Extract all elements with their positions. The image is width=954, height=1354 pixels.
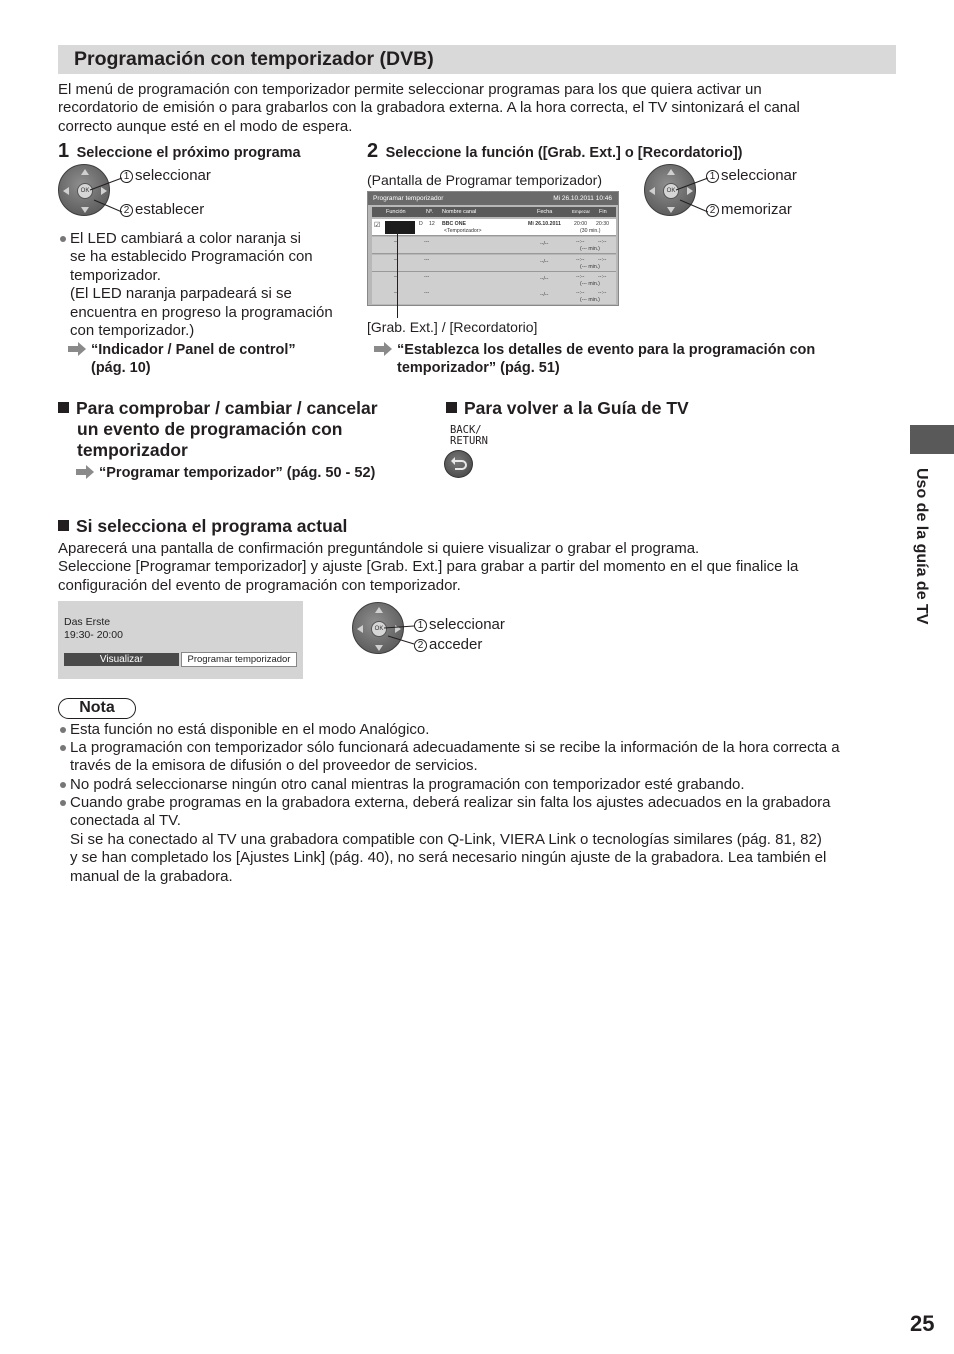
reference-text: “Establezca los detalles de evento para la programación con [397,342,816,358]
reference-text: “Programar temporizador” (pág. 50 - 52) [99,465,376,481]
heading-text: Si selecciona el programa actual [76,516,348,536]
current-label-select [414,616,505,634]
nota-bullet-1: Esta función no está disponible en el modo Analógico. [70,721,430,738]
col-no: Nº. [426,209,434,215]
row-duration: (--- min.) [580,264,600,270]
note-line: conectada al TV. [70,812,181,830]
nota-bullet-4 [70,794,900,886]
step1-number: 1 [58,140,70,162]
nota-bullet-2 [70,739,900,776]
screen-header [368,192,618,205]
step2-heading [367,141,743,162]
screen-caption: (Pantalla de Programar temporizador) [367,172,602,188]
square-bullet-icon [446,402,457,413]
row-date: --/-- [540,259,549,265]
intro-line: recordatorio de emisión o para grabarlos con la grabadora externa. A la hora correcta, el TV sintonizará el canal [58,99,800,117]
step2-title: Seleccione la función ([Grab. Ext.] o [Recordatorio]) [385,145,743,161]
row-duration: (--- min.) [580,246,600,252]
back-return-label [450,425,488,447]
row-duration: (30 min.) [580,228,601,234]
check-section-reference [76,464,376,482]
view-button[interactable]: Visualizar [64,653,179,666]
row-channel: BBC ONE [442,221,466,227]
row-number: 12 [429,221,435,227]
page-number: 25 [910,1311,935,1336]
pointer-line [397,230,398,318]
side-tab [910,425,954,454]
circle-number: 2 [414,639,427,652]
intro-paragraph [58,81,898,136]
col-channel: Nombre canal [442,209,477,215]
bullet-line: se ha establecido Programación con [70,248,313,266]
step1-heading [58,141,301,162]
label-text: establecer [135,201,205,218]
heading-text: Para volver a la Guía de TV [464,398,689,418]
col-end: Fin [599,209,607,215]
callout-lines-3 [382,618,416,650]
row-date: --/-- [540,292,549,298]
row-duration: (--- min.) [580,281,600,287]
step1-label-set [120,201,204,219]
confirmation-screen [58,601,303,679]
checkbox-icon: ☑ [374,222,381,229]
reference-page: temporizador” (pág. 51) [397,360,560,376]
row-number: --- [424,257,430,263]
col-start: Empezar [572,209,591,214]
note-line: y se han completado los [Ajustes Link] (pág. 40), no será necesario ningún ajuste de la grabadora. Lea también el [70,849,827,867]
label-text: acceder [429,636,483,653]
ok-button-icon: OK [77,183,93,199]
circle-number: 2 [120,204,133,217]
row-start: --:-- [576,290,585,296]
dialog-time: 19:30- 20:00 [64,629,123,641]
label-text: seleccionar [721,167,797,184]
note-line: Si se ha conectado al TV una grabadora compatible con Q-Link, VIERA Link o tecnologías similares (pág. 81, 82) [70,830,822,848]
row-end: --:-- [598,257,607,263]
row-start: 20:00 [574,221,587,227]
timer-button[interactable]: Programar temporizador [181,652,297,667]
bullet-line: temporizador. [70,266,161,284]
pointer-caption: [Grab. Ext.] / [Recordatorio] [367,319,538,335]
callout-lines-1 [88,176,124,216]
col-funcion: Función [386,209,406,215]
text-line: Seleccione [Programar temporizador] y ajuste [Grab. Ext.] para grabar a partir del momento en el que finalice la [58,558,799,576]
step1-title: Seleccione el próximo programa [76,145,301,161]
bullet-line: (El LED naranja parpadeará si se [70,285,292,303]
back-return-button[interactable] [444,450,473,478]
step2-number: 2 [367,140,379,162]
bullet-line: encuentra en progreso la programación [70,303,333,321]
bullet-icon [60,745,66,751]
row-mark: – [394,274,397,280]
bullet-icon [60,727,66,733]
circle-number: 1 [414,619,427,632]
note-line: través de la emisora de difusión o del proveedor de servicios. [70,757,478,775]
row-date: Mi 26.10.2011 [528,221,561,227]
bullet-icon [60,236,66,242]
row-number: --- [424,239,430,245]
note-line: La programación con temporizador sólo funcionará adecuadamente si se recibe la información de la hora correcta a [70,739,840,756]
row-number: --- [424,290,430,296]
row-end: --:-- [598,290,607,296]
row-end: --:-- [598,239,607,245]
label-line: BACK/ [450,424,482,436]
label-text: memorizar [721,201,792,218]
row-mark: – [394,257,397,263]
current-label-access [414,636,482,654]
note-line: Cuando grabe programas en la grabadora externa, deberá realizar sin falta los ajustes adecuados en la grabadora [70,794,831,811]
row-date: --/-- [540,241,549,247]
arrow-up-icon [667,169,675,175]
bullet-icon [60,782,66,788]
step2-reference [374,341,816,376]
circle-number: 1 [706,170,719,183]
timer-row[interactable] [372,288,616,304]
label-text: seleccionar [135,167,211,184]
column-header [372,207,616,217]
check-section-heading [58,398,418,461]
col-date: Fecha [537,209,553,215]
reference-page: (pág. 10) [91,360,151,376]
label-line: RETURN [450,435,488,447]
row-type: D [419,221,423,227]
reference-arrow-icon [76,465,95,479]
timer-row[interactable] [372,219,616,236]
arrow-up-icon [375,607,383,613]
nota-bullet-3: No podrá seleccionarse ningún otro canal mientras la programación con temporizador esté grabando. [70,776,745,793]
side-tab-text: Uso de la guía de TV [913,468,930,625]
square-bullet-icon [58,520,69,531]
row-date: --/-- [540,276,549,282]
side-tab-label [912,468,940,648]
arrow-left-icon [63,187,69,195]
text-line: Aparecerá una pantalla de confirmación preguntándole si quiere visualizar o grabar el programa. [58,540,700,557]
circle-number: 2 [706,204,719,217]
reference-text: “Indicador / Panel de control” [91,342,296,358]
timer-row[interactable] [372,255,616,272]
step1-reference [68,341,296,376]
function-selector[interactable] [385,221,415,234]
note-line: manual de la grabadora. [70,867,233,885]
arrow-left-icon [649,187,655,195]
reference-arrow-icon [68,342,87,356]
bullet-line: con temporizador.) [70,322,195,340]
row-number: --- [424,274,430,280]
dialog-channel: Das Erste [64,616,111,628]
heading-line: temporizador [77,440,188,460]
screen-title: Programar temporizador [373,195,444,202]
current-section-heading [58,516,347,537]
nota-heading: Nota [58,698,136,719]
section-title: Programación con temporizador (DVB) [74,48,434,70]
step2-label-select [706,167,797,185]
ok-button-icon: OK [371,621,387,637]
bullet-line: El LED cambiará a color naranja si [70,230,301,247]
step2-label-store [706,201,792,219]
row-end: --:-- [598,274,607,280]
row-start: --:-- [576,274,585,280]
intro-line: correcto aunque esté en el modo de espera. [58,117,353,135]
heading-line: un evento de programación con [77,419,343,439]
row-mark: – [394,290,397,296]
current-section-text [58,540,898,595]
circle-number: 1 [120,170,133,183]
intro-line: El menú de programación con temporizador permite seleccionar programas para los que quiera activar un [58,81,762,98]
timer-programming-screen [367,191,619,306]
row-start: --:-- [576,257,585,263]
row-mark: – [394,239,397,245]
return-arrow-icon [445,451,472,477]
ok-button-icon: OK [663,183,679,199]
step1-label-select [120,167,211,185]
bullet-icon [60,800,66,806]
reference-arrow-icon [374,342,393,356]
label-text: seleccionar [429,616,505,633]
timer-row[interactable] [372,237,616,254]
row-duration: (--- min.) [580,297,600,303]
heading-line: Para comprobar / cambiar / cancelar [76,398,378,418]
callout-lines-2 [674,176,710,216]
row-end: 20:30 [596,221,609,227]
screen-datetime: Mi 26.10.2011 10:46 [553,195,612,202]
timer-row[interactable] [372,272,616,289]
text-line: configuración del evento de programación con temporizador. [58,576,461,594]
arrow-up-icon [81,169,89,175]
row-start: --:-- [576,239,585,245]
arrow-left-icon [357,625,363,633]
back-section-heading [446,398,689,419]
step1-bullet [70,230,360,340]
row-subtitle: <Temporizador> [444,228,482,234]
square-bullet-icon [58,402,69,413]
